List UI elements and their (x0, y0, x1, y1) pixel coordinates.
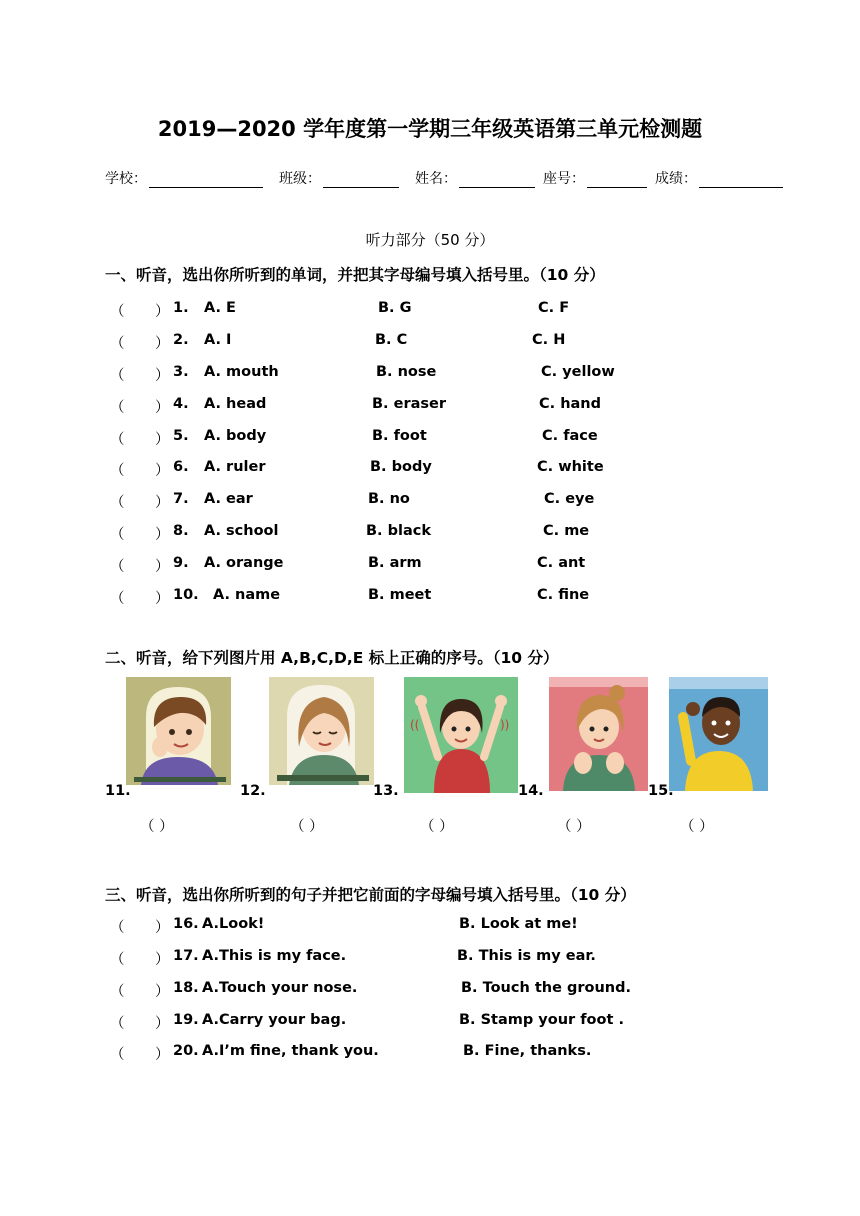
answer-paren-open[interactable]: （ (110, 559, 125, 575)
girl-clapping-icon (549, 677, 648, 791)
option-a: A. school (204, 523, 279, 539)
class-blank[interactable] (323, 173, 399, 188)
question-row (110, 332, 810, 364)
question-number: 16. (173, 916, 199, 932)
option-c: C. yellow (541, 364, 615, 380)
option-b: B. black (366, 523, 431, 539)
option-b: B. meet (368, 587, 432, 603)
option-b: B. C (375, 332, 408, 348)
name-blank[interactable] (459, 173, 535, 188)
answer-paren-close[interactable]: ） (155, 952, 170, 968)
school-label: 学校： (105, 171, 147, 187)
option-c: C. fine (537, 587, 590, 603)
answer-blank-13[interactable]: （ ） (420, 819, 454, 835)
picture-12 (269, 677, 374, 785)
svg-text:)): )) (500, 718, 510, 732)
question-row (110, 300, 810, 332)
answer-paren-close[interactable]: ） (155, 527, 170, 543)
option-c: C. ant (537, 555, 586, 571)
question-row (110, 491, 810, 523)
name-label: 姓名： (415, 171, 457, 187)
answer-blank-12[interactable]: （ ） (290, 819, 324, 835)
option-a: A. name (213, 587, 281, 603)
option-a: A. orange (204, 555, 284, 571)
answer-paren-close[interactable]: ） (155, 463, 170, 479)
question-row (110, 587, 810, 619)
answer-blank-11[interactable]: （ ） (140, 819, 174, 835)
option-c: C. F (538, 300, 570, 316)
picture-15 (669, 677, 768, 791)
question-number: 5. (173, 428, 189, 444)
picture-13 (404, 677, 518, 793)
seat-blank[interactable] (587, 173, 647, 188)
answer-paren-open[interactable]: （ (110, 400, 125, 416)
answer-paren-open[interactable]: （ (110, 495, 125, 511)
option-c: C. me (543, 523, 590, 539)
question-number: 8. (173, 523, 189, 539)
option-a: A.Look! (202, 916, 265, 932)
answer-paren-open[interactable]: （ (110, 952, 125, 968)
answer-paren-close[interactable]: ） (155, 368, 170, 384)
option-c: C. white (537, 459, 604, 475)
score-label: 成绩： (655, 171, 697, 187)
picture-number-13: 13. (373, 783, 399, 799)
answer-paren-open[interactable]: （ (110, 1047, 125, 1063)
option-b: B. no (368, 491, 410, 507)
answer-paren-close[interactable]: ） (155, 304, 170, 320)
option-b: B. Stamp your foot . (459, 1012, 624, 1028)
answer-paren-open[interactable]: （ (110, 527, 125, 543)
sentence-row (110, 1012, 810, 1044)
section1-heading: 一、听音，选出你所听到的单词，并把其字母编号填入括号里。（10 分） (105, 266, 605, 284)
answer-paren-close[interactable]: ） (155, 336, 170, 352)
question-number: 19. (173, 1012, 199, 1028)
option-a: A.Touch your nose. (202, 980, 358, 996)
option-a: A.I’m fine, thank you. (202, 1043, 379, 1059)
answer-paren-open[interactable]: （ (110, 304, 125, 320)
option-a: A. mouth (204, 364, 279, 380)
picture-number-15: 15. (648, 783, 674, 799)
option-c: C. H (532, 332, 566, 348)
answer-paren-close[interactable]: ） (155, 559, 170, 575)
option-c: C. face (542, 428, 598, 444)
sentence-row (110, 916, 810, 948)
question-number: 6. (173, 459, 189, 475)
option-b: B. eraser (372, 396, 446, 412)
question-row (110, 555, 810, 587)
option-c: C. hand (539, 396, 602, 412)
girl-eyes-closed-icon (269, 677, 374, 785)
question-number: 20. (173, 1043, 199, 1059)
question-number: 3. (173, 364, 189, 380)
listening-part-title: 听力部分（50 分） (365, 231, 495, 249)
question-number: 1. (173, 300, 189, 316)
option-b: B. foot (372, 428, 427, 444)
boy-touching-face-icon (126, 677, 231, 785)
answer-paren-close[interactable]: ） (155, 984, 170, 1000)
answer-paren-open[interactable]: （ (110, 336, 125, 352)
option-b: B. Look at me! (459, 916, 578, 932)
answer-paren-open[interactable]: （ (110, 984, 125, 1000)
picture-number-11: 11. (105, 783, 131, 799)
answer-paren-close[interactable]: ） (155, 400, 170, 416)
question-number: 4. (173, 396, 189, 412)
answer-paren-open[interactable]: （ (110, 920, 125, 936)
question-row (110, 428, 810, 460)
answer-paren-close[interactable]: ） (155, 1047, 170, 1063)
answer-paren-close[interactable]: ） (155, 1016, 170, 1032)
sentence-row (110, 1043, 810, 1075)
school-blank[interactable] (149, 173, 263, 188)
answer-blank-14[interactable]: （ ） (557, 819, 591, 835)
option-c: C. eye (544, 491, 595, 507)
picture-number-12: 12. (240, 783, 266, 799)
section2-heading: 二、听音，给下列图片用 A,B,C,D,E 标上正确的序号。（10 分） (105, 649, 559, 667)
answer-paren-close[interactable]: ） (155, 591, 170, 607)
svg-text:((: (( (410, 718, 420, 732)
seat-label: 座号： (543, 171, 585, 187)
answer-paren-close[interactable]: ） (155, 920, 170, 936)
picture-number-14: 14. (518, 783, 544, 799)
question-number: 9. (173, 555, 189, 571)
question-number: 2. (173, 332, 189, 348)
option-b: B. This is my ear. (457, 948, 596, 964)
option-a: A. head (204, 396, 267, 412)
question-number: 17. (173, 948, 199, 964)
option-a: A.Carry your bag. (202, 1012, 347, 1028)
picture-14 (549, 677, 648, 791)
girl-waving-arms-icon (404, 677, 518, 793)
option-b: B. G (378, 300, 412, 316)
question-row (110, 459, 810, 491)
sentence-row (110, 980, 810, 1012)
option-b: B. body (370, 459, 432, 475)
answer-paren-open[interactable]: （ (110, 432, 125, 448)
option-b: B. arm (368, 555, 422, 571)
picture-11 (126, 677, 231, 785)
option-a: A. body (204, 428, 267, 444)
answer-paren-open[interactable]: （ (110, 368, 125, 384)
option-a: A. I (204, 332, 232, 348)
section3-heading: 三、听音，选出你所听到的句子并把它前面的字母编号填入括号里。（10 分） (105, 886, 636, 904)
score-blank[interactable] (699, 173, 783, 188)
sentence-row (110, 948, 810, 980)
student-info-row (105, 168, 783, 188)
class-label: 班级： (279, 171, 321, 187)
question-number: 10. (173, 587, 199, 603)
option-b: B. nose (376, 364, 437, 380)
question-row (110, 523, 810, 555)
option-a: A.This is my face. (202, 948, 347, 964)
page-title: 2019—2020 学年度第一学期三年级英语第三单元检测题 (157, 117, 703, 141)
question-number: 7. (173, 491, 189, 507)
question-number: 18. (173, 980, 199, 996)
answer-paren-open[interactable]: （ (110, 591, 125, 607)
question-row (110, 396, 810, 428)
answer-paren-open[interactable]: （ (110, 1016, 125, 1032)
question-row (110, 364, 810, 396)
option-a: A. E (204, 300, 236, 316)
option-b: B. Fine, thanks. (463, 1043, 592, 1059)
answer-paren-close[interactable]: ） (155, 495, 170, 511)
option-a: A. ear (204, 491, 253, 507)
answer-paren-open[interactable]: （ (110, 463, 125, 479)
option-b: B. Touch the ground. (461, 980, 631, 996)
boy-touching-head-icon (669, 677, 768, 791)
answer-blank-15[interactable]: （ ） (680, 819, 714, 835)
answer-paren-close[interactable]: ） (155, 432, 170, 448)
option-a: A. ruler (204, 459, 266, 475)
